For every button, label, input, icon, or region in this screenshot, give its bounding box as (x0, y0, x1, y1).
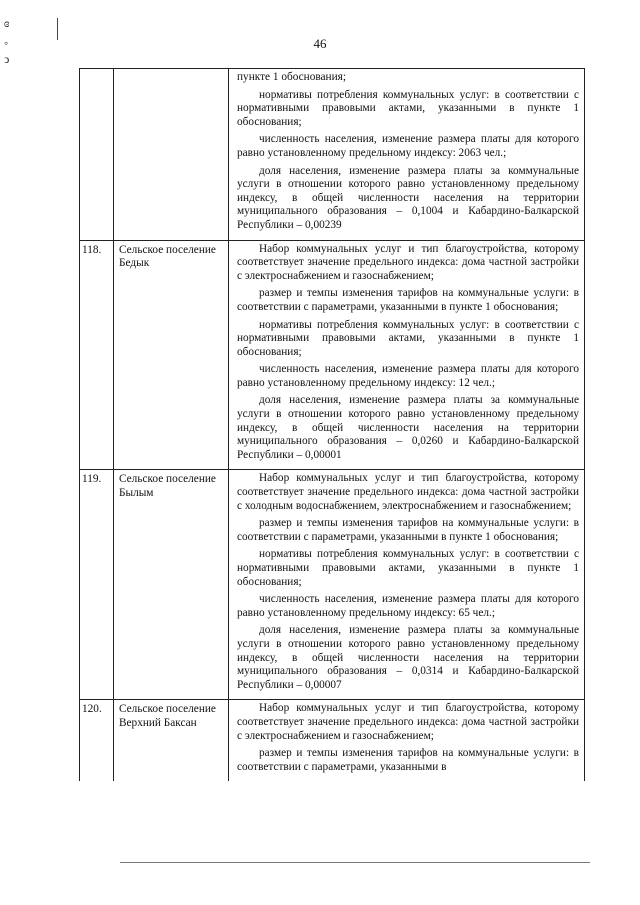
page-bottom-line (120, 862, 590, 863)
paragraph: численность населения, изменение размера платы для которого равно установленному предельному индексу: 12 чел.; (237, 363, 579, 389)
row-number: 118. (80, 240, 114, 470)
row-description (229, 69, 585, 241)
paragraph: пункте 1 обоснования; (237, 71, 346, 83)
margin-mark: ↄ (4, 52, 10, 66)
table-row (80, 470, 585, 700)
paragraph: размер и темпы изменения тарифов на коммунальные услуги: в соответствии с параметрами, указанными в пункте 1 обоснования; (237, 287, 579, 313)
row-number (80, 69, 114, 241)
paragraph: нормативы потребления коммунальных услуг: в соответствии с нормативными правовыми актами, указанными в пункте 1 обоснования; (237, 548, 579, 588)
table-row (80, 240, 585, 470)
paragraph: размер и темпы изменения тарифов на коммунальные услуги: в соответствии с параметрами, указанными в (237, 747, 579, 773)
paragraph: численность населения, изменение размера платы для которого равно установленному предельному индексу: 65 чел.; (237, 593, 579, 619)
settlements-table (79, 68, 585, 781)
margin-mark: ɞ (4, 16, 10, 30)
row-number: 120. (80, 700, 114, 782)
margin-line (57, 18, 58, 40)
table-row (80, 700, 585, 782)
table-row (80, 69, 585, 241)
settlement-name: Сельское поселение Былым (114, 470, 229, 700)
paragraph: Набор коммунальных услуг и тип благоустройства, которому соответствует значение предельного индекса: дома частной застройки с электроснабжением и газоснабжением; (237, 242, 579, 282)
settlement-name: Сельское поселение Верхний Баксан (114, 700, 229, 782)
paragraph: нормативы потребления коммунальных услуг: в соответствии с нормативными правовыми актами, указанными в пункте 1 обоснования; (237, 318, 579, 358)
cut-off-content (237, 702, 579, 778)
row-number: 119. (80, 470, 114, 700)
row-description (229, 470, 585, 700)
row-description (229, 700, 585, 782)
paragraph: размер и темпы изменения тарифов на коммунальные услуги: в соответствии с параметрами, указанными в пункте 1 обоснования; (237, 517, 579, 543)
page-number: 46 (313, 36, 327, 51)
settlement-name (114, 69, 229, 241)
margin-mark: ◦ (4, 36, 9, 50)
paragraph: нормативы потребления коммунальных услуг: в соответствии с нормативными правовыми актами, указанными в пункте 1 обоснования; (237, 88, 579, 128)
paragraph: Набор коммунальных услуг и тип благоустройства, которому соответствует значение предельного индекса: дома частной застройки с электроснабжением и газоснабжением; (237, 702, 579, 742)
paragraph: численность населения, изменение размера платы для которого равно установленному предельному индексу: 2063 чел.; (237, 133, 579, 159)
row-description (229, 240, 585, 470)
paragraph: Набор коммунальных услуг и тип благоустройства, которому соответствует значение предельного индекса: дома частной застройки с холодным водоснабжением, электроснабжением и газоснабжением; (237, 472, 579, 512)
paragraph: доля населения, изменение размера платы за коммунальные услуги в отношении которого равно установленному предельному индексу, в общей численности населения на территории муниципального образования – 0,0314 и Кабардино-Балкарской Республики – 0,00007 (237, 624, 579, 691)
paragraph: доля населения, изменение размера платы за коммунальные услуги в отношении которого равно установленному предельному индексу, в общей численности населения на территории муниципального образования – 0,1004 и Кабардино-Балкарской Республики – 0,00239 (237, 164, 579, 231)
settlement-name: Сельское поселение Бедык (114, 240, 229, 470)
paragraph: доля населения, изменение размера платы за коммунальные услуги в отношении которого равно установленному предельному индексу, в общей численности населения на территории муниципального образования – 0,0260 и Кабардино-Балкарской Республики – 0,00001 (237, 394, 579, 461)
